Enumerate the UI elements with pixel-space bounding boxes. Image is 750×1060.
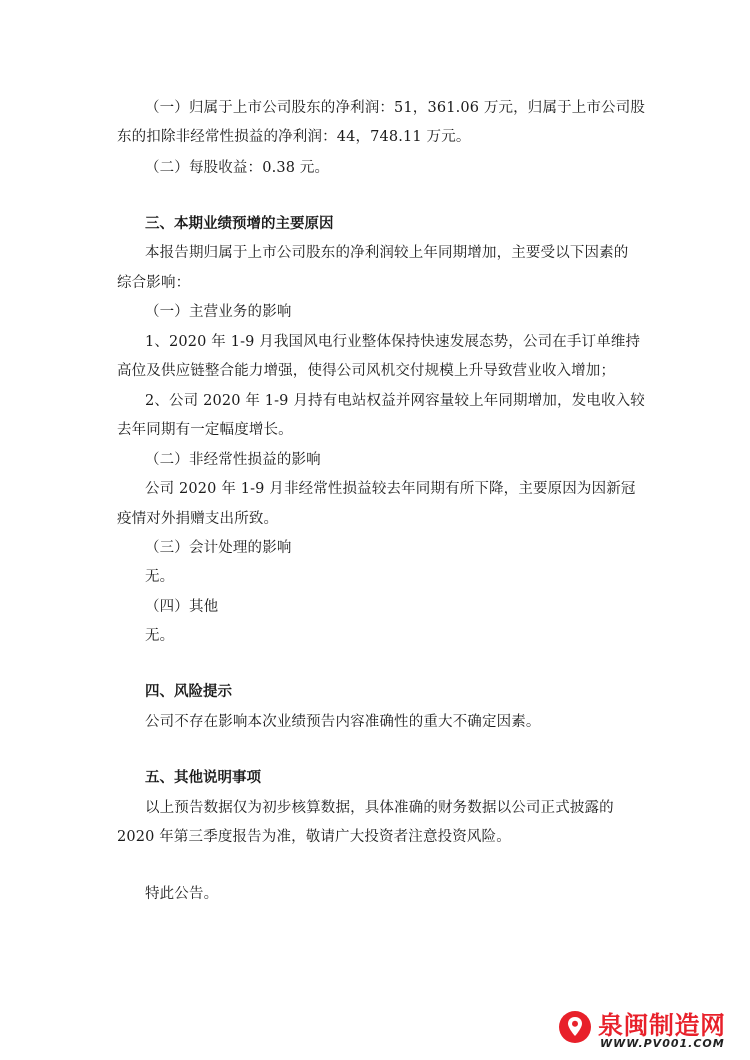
section-5-heading: 五、其他说明事项 <box>145 770 261 786</box>
eps-line: （二）每股收益：0.38 元。 <box>145 160 330 176</box>
site-watermark <box>554 1006 742 1052</box>
subsection-main-business: （一）主营业务的影响 <box>145 304 292 320</box>
subsection-accounting: （三）会计处理的影响 <box>145 540 292 556</box>
item-1-line-2: 高位及供应链整合能力增强，使得公司风机交付规模上升导致营业收入增加； <box>117 363 616 379</box>
item-1-line-1: 1、2020 年 1-9 月我国风电行业整体保持快速发展态势，公司在手订单维持 <box>145 334 641 350</box>
subsection-non-recurring: （二）非经常性损益的影响 <box>145 452 321 468</box>
other-notes-line-2: 2020 年第三季度报告为准，敬请广大投资者注意投资风险。 <box>117 829 511 845</box>
subsection-other: （四）其他 <box>145 599 219 615</box>
net-profit-line-1: （一）归属于上市公司股东的净利润：51，361.06 万元，归属于上市公司股 <box>145 100 645 116</box>
other-none: 无。 <box>145 628 175 644</box>
reason-intro-line-2: 综合影响： <box>117 275 191 291</box>
watermark-title: 泉闽制造网 <box>598 1011 726 1040</box>
other-notes-line-1: 以上预告数据仅为初步核算数据，具体准确的财务数据以公司正式披露的 <box>145 800 614 816</box>
item-2-line-1: 2、公司 2020 年 1-9 月持有电站权益并网容量较上年同期增加，发电收入较 <box>145 393 645 409</box>
reason-intro-line-1: 本报告期归属于上市公司股东的净利润较上年同期增加，主要受以下因素的 <box>145 245 629 261</box>
non-recurring-line-1: 公司 2020 年 1-9 月非经常性损益较去年同期有所下降，主要原因为因新冠 <box>145 481 636 497</box>
risk-line: 公司不存在影响本次业绩预告内容准确性的重大不确定因素。 <box>145 714 541 730</box>
item-2-line-2: 去年同期有一定幅度增长。 <box>117 422 293 438</box>
closing-line: 特此公告。 <box>145 886 219 902</box>
location-pin-icon <box>558 1010 592 1044</box>
section-3-heading: 三、本期业绩预增的主要原因 <box>145 216 334 232</box>
section-4-heading: 四、风险提示 <box>145 684 232 700</box>
watermark-url: WWW.PV001.COM <box>600 1037 725 1050</box>
non-recurring-line-2: 疫情对外捐赠支出所致。 <box>117 511 279 527</box>
accounting-none: 无。 <box>145 569 175 585</box>
net-profit-line-2: 东的扣除非经常性损益的净利润：44，748.11 万元。 <box>117 129 471 145</box>
